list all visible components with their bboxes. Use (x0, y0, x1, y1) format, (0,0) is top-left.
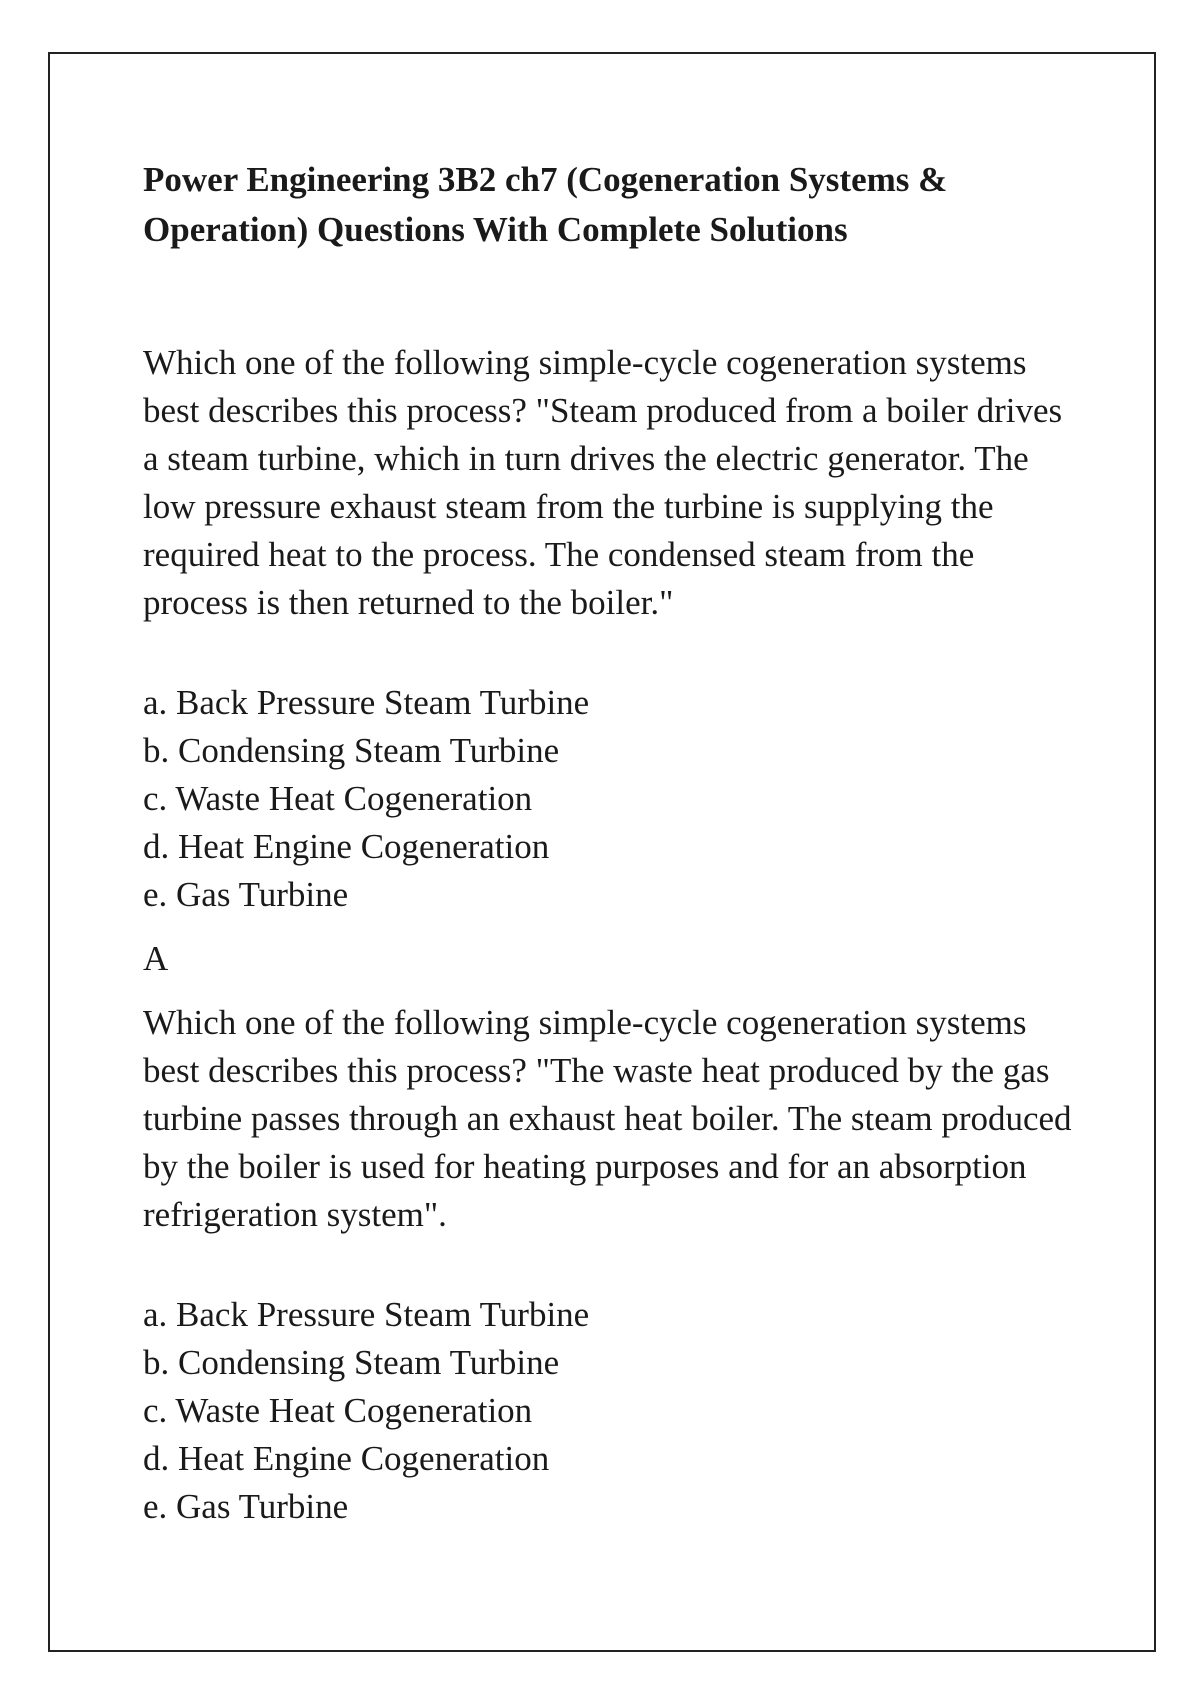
question-1-answer: A (143, 939, 169, 978)
document-content (143, 155, 1083, 1531)
question-2-option-a: a. Back Pressure Steam Turbine (143, 1295, 590, 1334)
question-2-option-b: b. Condensing Steam Turbine (143, 1343, 560, 1382)
question-1-option-b: b. Condensing Steam Turbine (143, 731, 560, 770)
question-1-text: Which one of the following simple-cycle cogeneration systems best describes this process? "Steam produced from a boiler drives a steam turbine, which in turn drives the electric generator. The low pressure exhaust steam from the turbine is supplying the required heat to the process. The condensed steam from the process is then returned to the boiler." (143, 343, 1063, 622)
question-2-text: Which one of the following simple-cycle cogeneration systems best describes this process? "The waste heat produced by the gas turbine passes through an exhaust heat boiler. The steam produced by the boiler is used for heating purposes and for an absorption refrigeration system". (143, 1003, 1072, 1234)
document-title: Power Engineering 3B2 ch7 (Cogeneration Systems & Operation) Questions With Complete Solutions (143, 160, 948, 249)
question-1-option-e: e. Gas Turbine (143, 875, 349, 914)
question-1-option-a: a. Back Pressure Steam Turbine (143, 683, 590, 722)
question-1-option-d: d. Heat Engine Cogeneration (143, 827, 550, 866)
question-2-option-c: c. Waste Heat Cogeneration (143, 1391, 533, 1430)
question-2-options (143, 1291, 1083, 1531)
question-2-option-d: d. Heat Engine Cogeneration (143, 1439, 550, 1478)
question-1-options (143, 679, 1083, 919)
question-2-option-e: e. Gas Turbine (143, 1487, 349, 1526)
question-1-option-c: c. Waste Heat Cogeneration (143, 779, 533, 818)
